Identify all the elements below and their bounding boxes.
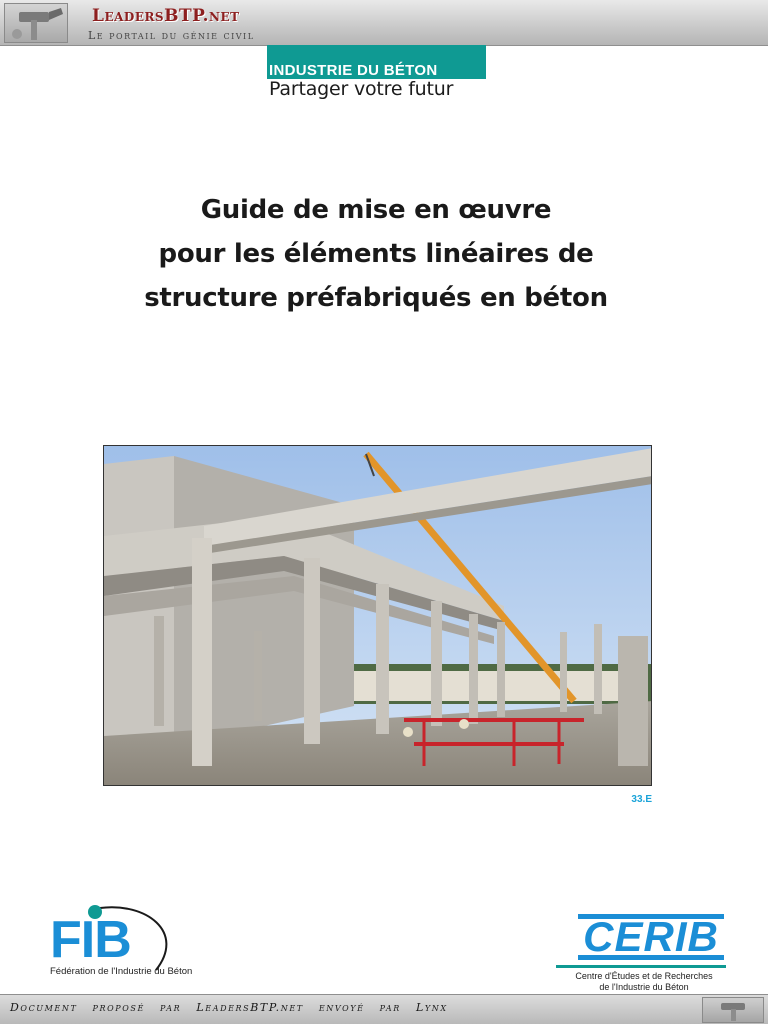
cerib-caption-line-1: Centre d'Études et de Recherches	[575, 971, 713, 981]
cerib-rule	[556, 965, 726, 968]
document-title	[0, 188, 752, 320]
fib-mark: FIB	[50, 911, 131, 969]
cerib-logo-icon: CERIB	[578, 914, 724, 960]
title-line-2: pour les éléments linéaires de	[158, 239, 594, 269]
brand-slogan: Partager votre futur	[269, 78, 454, 100]
site-tagline: Le portail du génie civil	[88, 29, 255, 42]
fib-caption: Fédération de l'Industrie du Béton	[50, 966, 193, 977]
cover-photo	[103, 445, 652, 786]
industry-brand	[267, 45, 486, 100]
site-banner	[0, 0, 768, 46]
cerib-caption	[564, 971, 724, 993]
fib-logo	[48, 902, 193, 982]
hammer-logo-icon	[4, 3, 68, 43]
footer-hammer-logo-icon	[702, 997, 764, 1023]
site-name[interactable]: LeadersBTP.net	[92, 6, 240, 26]
footer-banner	[0, 994, 768, 1024]
title-line-1: Guide de mise en œuvre	[200, 195, 552, 225]
document-reference: 33.E	[631, 794, 652, 805]
brand-name: INDUSTRIE DU BÉTON	[267, 45, 486, 79]
footer-text: Document proposé par LeadersBTP.net envoyé par Lynx	[10, 1001, 448, 1014]
title-line-3: structure préfabriqués en béton	[144, 283, 608, 313]
cerib-caption-line-2: de l'Industrie du Béton	[599, 982, 689, 992]
cerib-logo	[556, 914, 726, 994]
